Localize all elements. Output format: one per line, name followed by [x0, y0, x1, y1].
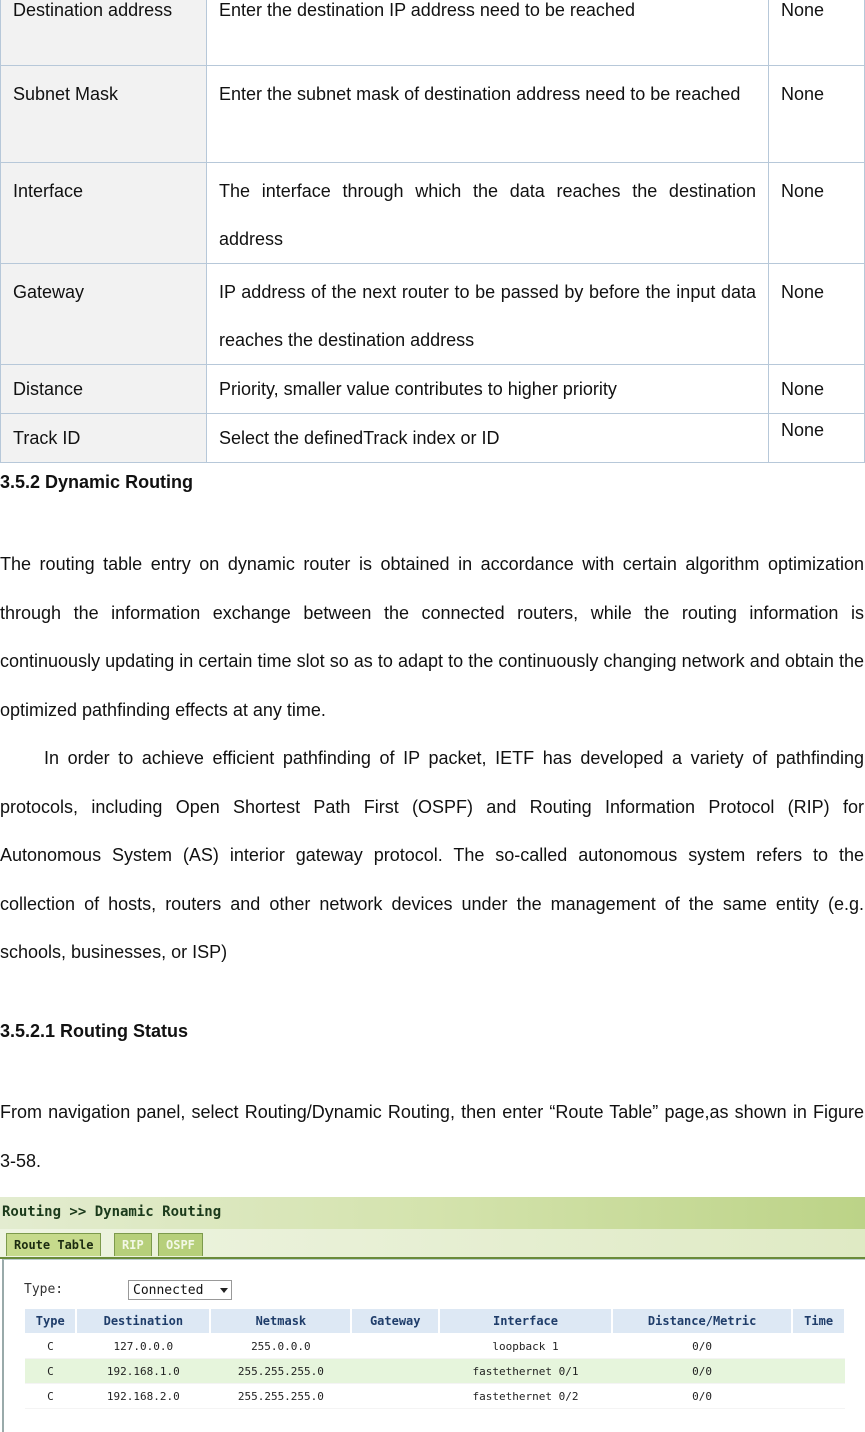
param-default: None — [781, 84, 825, 104]
parameter-table — [0, 0, 865, 463]
param-description: IP address of the next router to be passed by before the input data reaches the destination address — [219, 282, 756, 350]
route-panel — [2, 1259, 865, 1432]
param-description: Select the definedTrack index or ID — [219, 428, 500, 448]
column-header: Type — [25, 1309, 77, 1334]
table-cell: 0/0 — [612, 1334, 792, 1359]
table-cell — [351, 1359, 438, 1384]
subsection-heading: 3.5.2.1 Routing Status — [0, 1021, 189, 1041]
table-cell: 255.255.255.0 — [210, 1359, 351, 1384]
table-cell: 255.255.255.0 — [210, 1384, 351, 1409]
table-row — [1, 0, 865, 66]
table-cell — [792, 1334, 845, 1359]
table-row — [25, 1359, 846, 1384]
table-cell: C — [25, 1334, 77, 1359]
param-description: Priority, smaller value contributes to higher priority — [219, 379, 617, 399]
param-description: Enter the subnet mask of destination address need to be reached — [219, 84, 741, 104]
tab-bar — [0, 1229, 865, 1259]
param-description: Enter the destination IP address need to be reached — [219, 0, 635, 20]
tab-ospf[interactable]: OSPF — [158, 1233, 203, 1256]
column-header: Time — [792, 1309, 845, 1334]
paragraph: From navigation panel, select Routing/Dynamic Routing, then enter “Route Table” page,as shown in Figure 3-58. — [0, 1102, 864, 1171]
param-default: None — [781, 420, 825, 440]
table-row — [1, 163, 865, 264]
table-row — [1, 414, 865, 463]
tab-route-table[interactable]: Route Table — [6, 1233, 101, 1256]
param-default: None — [781, 181, 825, 201]
table-row — [1, 264, 865, 365]
param-name: Subnet Mask — [13, 84, 119, 104]
breadcrumb: Routing >> Dynamic Routing — [0, 1197, 865, 1229]
table-cell — [792, 1384, 845, 1409]
paragraph: In order to achieve efficient pathfinding of IP packet, IETF has developed a variety of pathfinding protocols, including Open Shortest Path First (OSPF) and Routing Information Protocol (RIP) for Autonomous System (AS) interior gateway protocol. The so-called autonomous system refers to the collection of hosts, routers and other network devices under the management of the same entity (e.g. schools, businesses, or ISP) — [0, 748, 864, 962]
type-label: Type: — [24, 1282, 64, 1297]
type-select[interactable] — [128, 1280, 232, 1300]
tab-rip[interactable]: RIP — [114, 1233, 152, 1256]
param-name: Interface — [13, 181, 84, 201]
section-heading: 3.5.2 Dynamic Routing — [0, 472, 194, 492]
table-cell: fastethernet 0/1 — [439, 1359, 612, 1384]
table-cell: 0/0 — [612, 1384, 792, 1409]
param-name: Track ID — [13, 428, 81, 448]
table-cell: fastethernet 0/2 — [439, 1384, 612, 1409]
param-name: Distance — [13, 379, 84, 399]
figure-route-table — [0, 1197, 865, 1432]
param-default: None — [781, 0, 825, 20]
column-header: Netmask — [210, 1309, 351, 1334]
table-row — [1, 66, 865, 163]
table-cell: 127.0.0.0 — [76, 1334, 210, 1359]
table-row — [25, 1334, 846, 1359]
table-cell: 255.0.0.0 — [210, 1334, 351, 1359]
table-cell: loopback 1 — [439, 1334, 612, 1359]
param-name: Gateway — [13, 282, 85, 302]
column-header: Distance/Metric — [612, 1309, 792, 1334]
table-cell — [351, 1384, 438, 1409]
route-table — [24, 1308, 846, 1409]
table-cell: 0/0 — [612, 1359, 792, 1384]
column-header: Interface — [439, 1309, 612, 1334]
param-default: None — [781, 379, 825, 399]
param-default: None — [781, 282, 825, 302]
table-cell: C — [25, 1359, 77, 1384]
table-cell — [351, 1334, 438, 1359]
param-name: Destination address — [13, 0, 173, 20]
chevron-down-icon — [220, 1288, 228, 1293]
table-cell: 192.168.2.0 — [76, 1384, 210, 1409]
table-header-row — [25, 1309, 846, 1334]
table-cell: C — [25, 1384, 77, 1409]
table-cell: 192.168.1.0 — [76, 1359, 210, 1384]
column-header: Gateway — [351, 1309, 438, 1334]
paragraph: The routing table entry on dynamic router is obtained in accordance with certain algorithm optimization through the information exchange between the connected routers, while the routing information is continuously updating in certain time slot so as to adapt to the continuously changing network and obtain the optimized pathfinding effects at any time. — [0, 554, 864, 720]
param-description: The interface through which the data reaches the destination address — [219, 181, 756, 249]
column-header: Destination — [76, 1309, 210, 1334]
table-row — [1, 365, 865, 414]
table-cell — [792, 1359, 845, 1384]
table-row — [25, 1384, 846, 1409]
type-select-value: Connected — [133, 1283, 204, 1298]
